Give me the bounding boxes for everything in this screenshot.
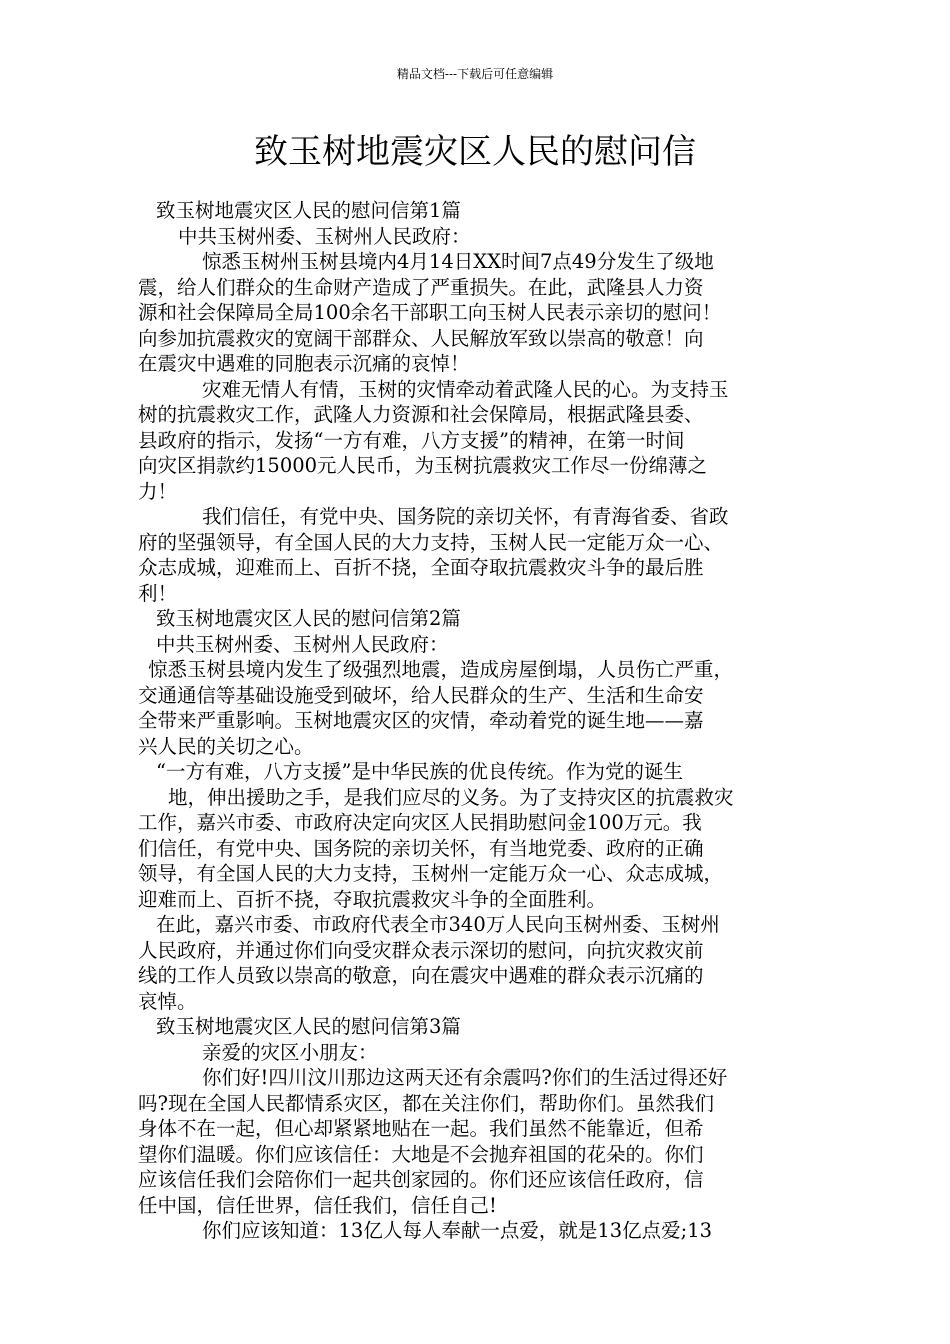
text-line: 惊悉玉树县境内发生了级强烈地震，造成房屋倒塌，人员伤亡严重， [148, 658, 734, 681]
text-line: 全带来严重影响。玉树地震灾区的灾情，牵动着党的诞生地——嘉 [138, 709, 704, 732]
text-line: 人民政府，并通过你们向受灾群众表示深切的慰问，向抗灾救灾前 [138, 938, 704, 962]
text-line: 迎难而上、百折不挠，夺取抗震救灾斗争的全面胜利。 [138, 887, 607, 911]
section-heading: 致玉树地震灾区人民的慰问信第3篇 [156, 1015, 461, 1038]
text-line: 向参加抗震救灾的宽阔干部群众、人民解放军致以崇高的敬意！向 [138, 326, 704, 350]
text-line: 树的抗震救灾工作，武隆人力资源和社会保障局，根据武隆县委、 [138, 403, 704, 426]
text-line: 府的坚强领导，有全国人民的大力支持，玉树人民一定能万众一心、 [138, 530, 724, 554]
text-line: 你们应该知道：13亿人每人奉献一点爱，就是13亿点爱;13 [202, 1219, 713, 1242]
text-line: 们信任，有党中央、国务院的亲切关怀，有当地党委、政府的正确 [138, 836, 704, 860]
text-line: 身体不在一起，但心却紧紧地贴在一起。我们虽然不能靠近，但希 [138, 1117, 704, 1140]
text-line: 利！ [138, 581, 178, 605]
text-line: 中共玉树州委、玉树州人民政府： [156, 632, 449, 656]
text-line: 任中国，信任世界，信任我们，信任自己! [138, 1193, 497, 1217]
text-line: 你们好!四川汶川那边这两天还有余震吗?你们的生活过得还好 [202, 1066, 728, 1089]
document-body [138, 198, 828, 1244]
text-line: 众志成城，迎难而上、百折不挠，全面夺取抗震救灾斗争的最后胜 [138, 556, 704, 579]
text-line: 力！ [138, 479, 178, 503]
text-line: 源和社会保障局全局100余名干部职工向玉树人民表示亲切的慰问！ [138, 301, 722, 324]
text-line: 线的工作人员致以崇高的敬意，向在震灾中遇难的群众表示沉痛的 [138, 964, 704, 987]
text-line: 县政府的指示，发扬“一方有难，八方支援”的精神，在第一时间 [138, 428, 685, 452]
text-line: 惊悉玉树州玉树县境内4月14日XX时间7点49分发生了级地 [202, 250, 714, 273]
text-line: 吗?现在全国人民都情系灾区，都在关注你们，帮助你们。虽然我们 [138, 1091, 714, 1115]
text-line: 交通通信等基础设施受到破坏，给人民群众的生产、生活和生命安 [138, 683, 704, 707]
text-line: 兴人民的关切之心。 [138, 734, 314, 758]
text-line: 望你们温暖。你们应该信任：大地是不会抛弃祖国的花朵的。你们 [138, 1142, 704, 1166]
text-line: 中共玉树州委、玉树州人民政府： [178, 224, 471, 248]
text-line: “一方有难，八方支援”是中华民族的优良传统。作为党的诞生 [156, 760, 683, 783]
text-line: 应该信任我们会陪你们一起共创家园的。你们还应该信任政府，信 [138, 1168, 704, 1191]
text-line: 震，给人们群众的生命财产造成了严重损失。在此，武隆县人力资 [138, 275, 704, 299]
section-heading: 致玉树地震灾区人民的慰问信第1篇 [156, 199, 461, 222]
text-line: 地，伸出援助之手，是我们应尽的义务。为了支持灾区的抗震救灾 [168, 785, 734, 809]
text-line: 工作，嘉兴市委、市政府决定向灾区人民捐助慰问金100万元。我 [138, 811, 702, 834]
text-line: 向灾区捐款约15000元人民币，为玉树抗震救灾工作尽一份绵薄之 [138, 454, 708, 477]
text-line: 领导，有全国人民的大力支持，玉树州一定能万众一心、众志成城， [138, 862, 724, 885]
text-line: 亲爱的灾区小朋友： [202, 1040, 378, 1064]
text-line: 哀悼。 [138, 989, 197, 1013]
text-line: 灾难无情人有情，玉树的灾情牵动着武隆人民的心。为支持玉 [202, 377, 729, 401]
text-line: 在震灾中遇难的同胞表示沉痛的哀悼！ [138, 352, 470, 375]
document-title: 致玉树地震灾区人民的慰问信 [254, 132, 696, 172]
text-line: 我们信任，有党中央、国务院的亲切关怀，有青海省委、省政 [202, 505, 729, 528]
header-note: 精品文档---下载后可任意编辑 [396, 67, 554, 81]
text-line: 在此，嘉兴市委、市政府代表全市340万人民向玉树州委、玉树州 [156, 913, 720, 936]
section-heading: 致玉树地震灾区人民的慰问信第2篇 [156, 607, 461, 630]
